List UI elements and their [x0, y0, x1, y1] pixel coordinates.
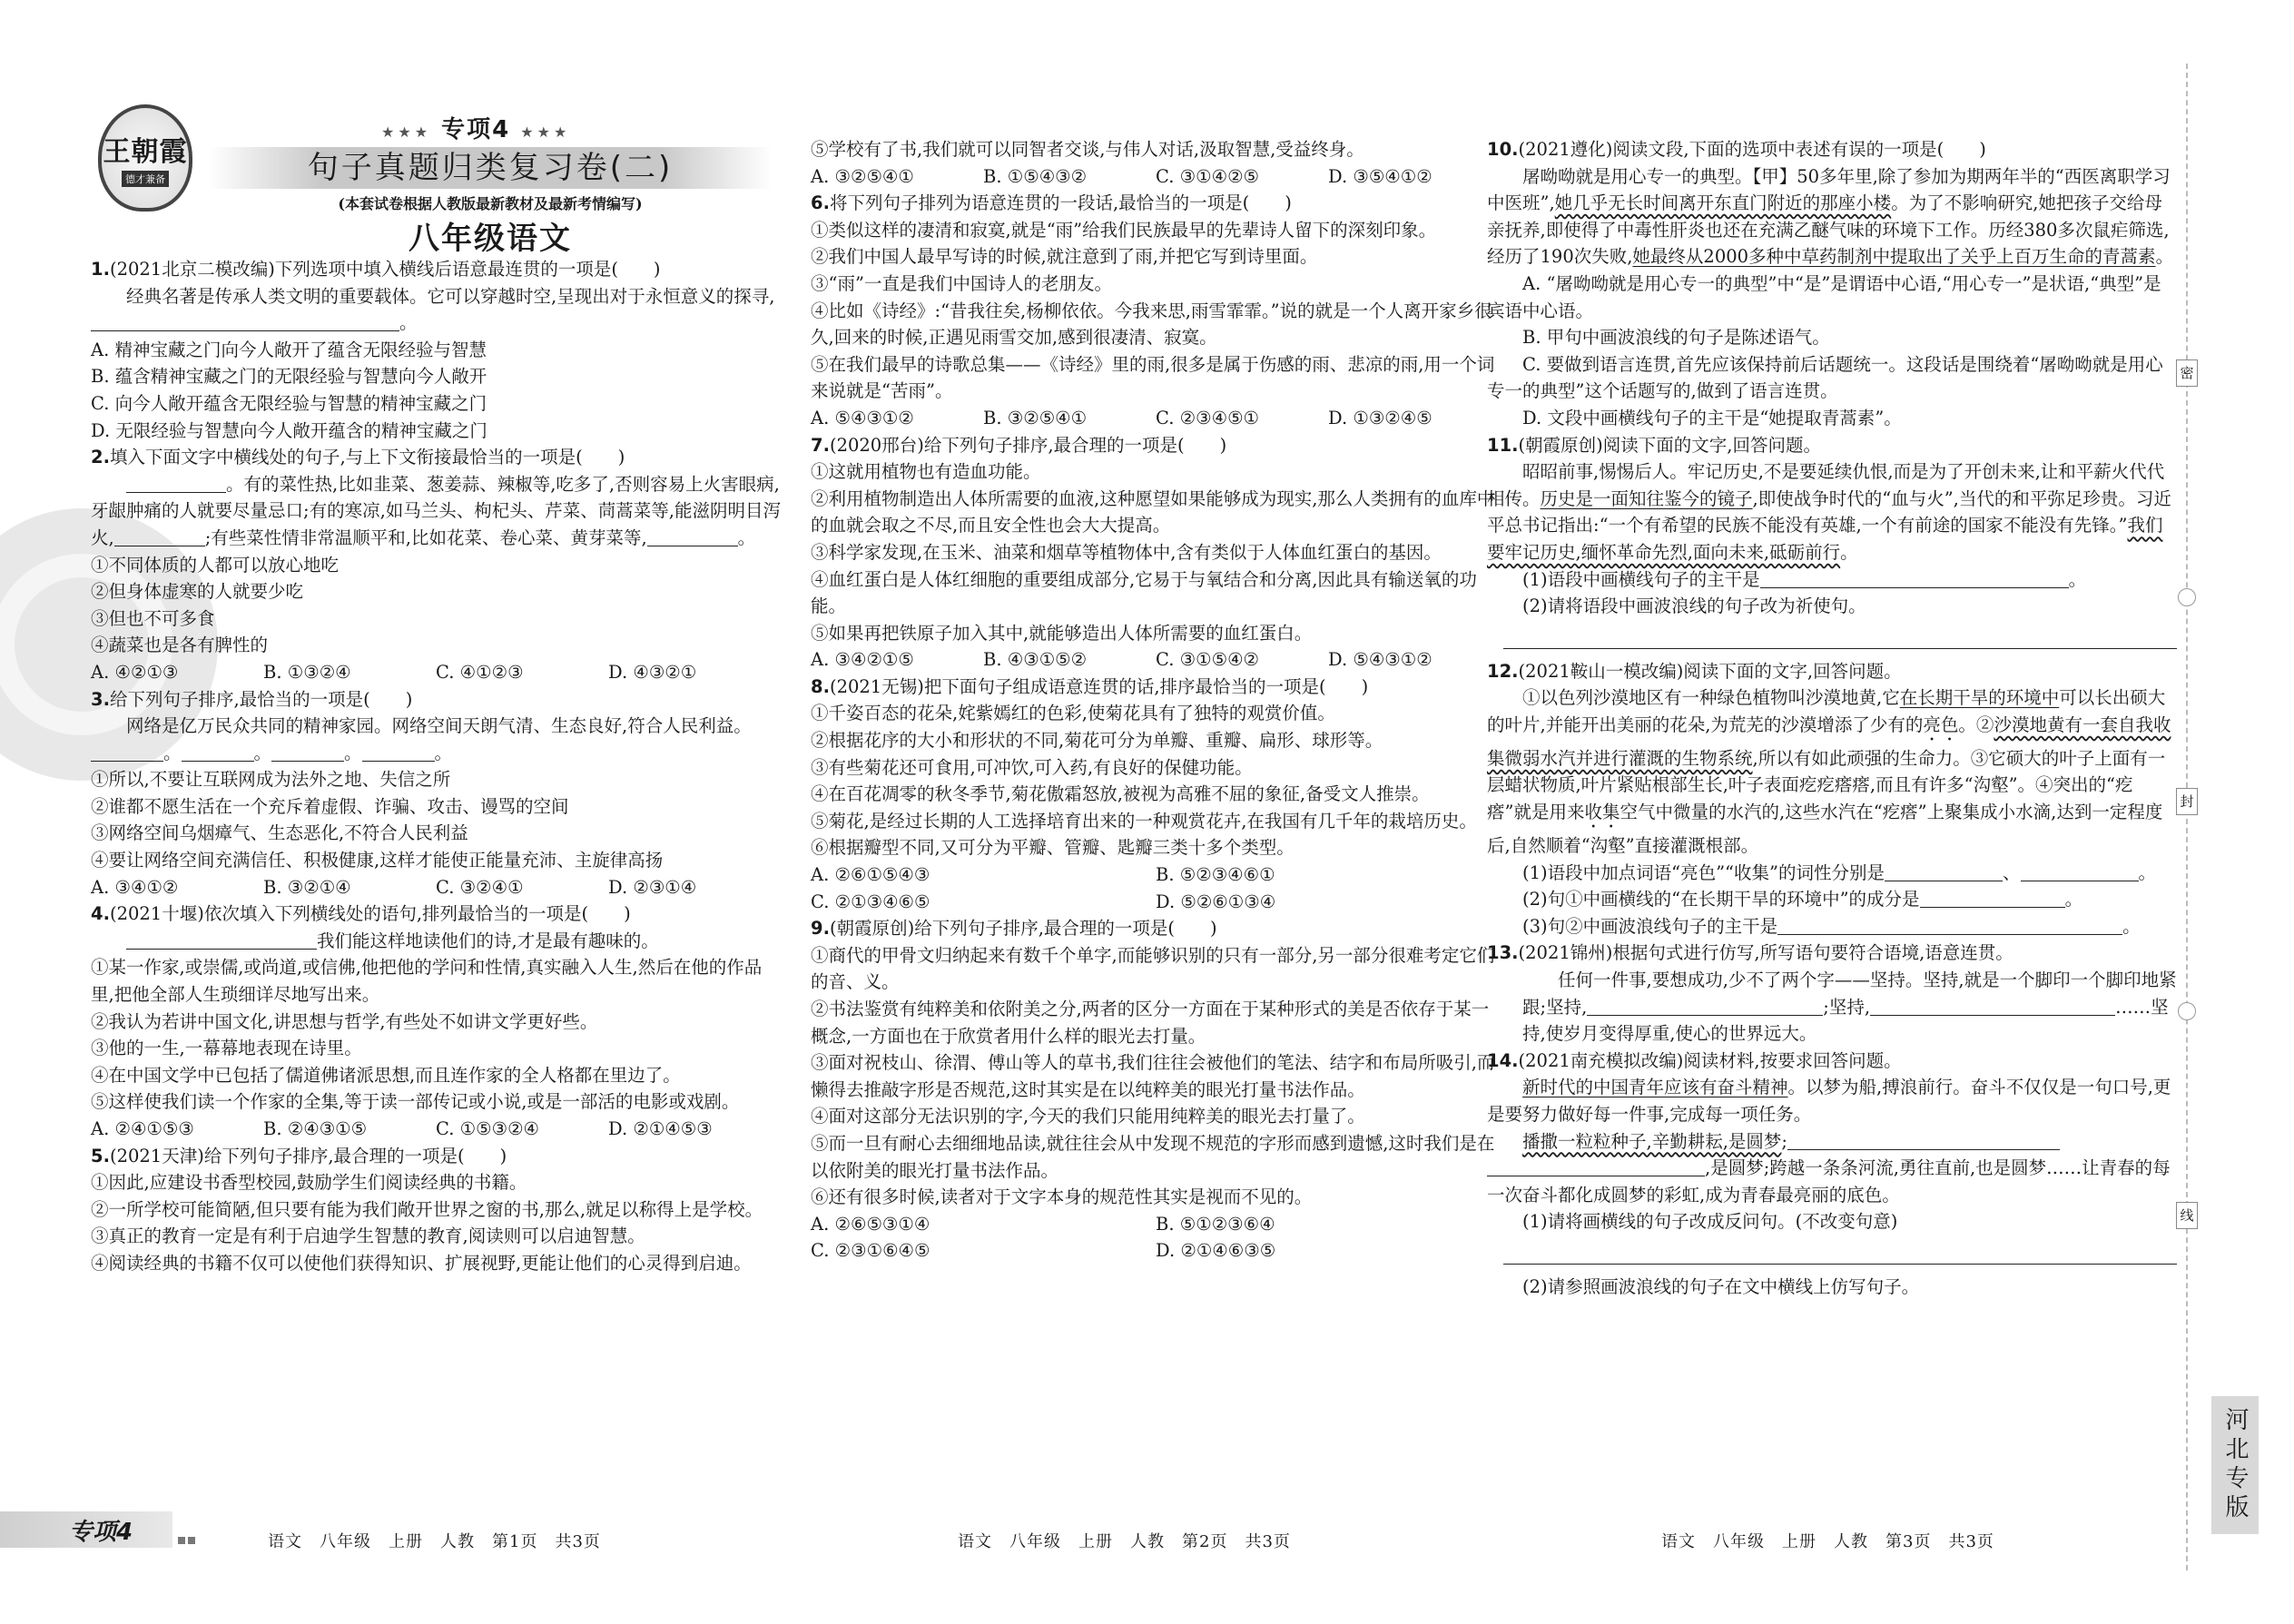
question-5 — [91, 1143, 781, 1277]
underlined-sentence: 历史是一面知往鉴今的镜子 — [1540, 487, 1753, 509]
sub-question: (2)请参照画波浪线的句子在文中横线上仿写句子。 — [1522, 1275, 1920, 1297]
question-5-continued — [811, 136, 1501, 190]
dotted-word: 收集 — [1584, 802, 1620, 823]
punctuation: 。 — [163, 742, 182, 763]
sentence-item: ⑥还有很多时候,读者对于文字本身的规范性其实是视而不见的。 — [811, 1186, 1313, 1208]
question-passage: ;坚持, — [1823, 996, 1871, 1018]
punctuation: ; — [1781, 1130, 1787, 1152]
question-number: 1. — [91, 259, 110, 280]
sentence-item: ③面对祝枝山、徐渭、傅山等人的草书,我们往往会被他们的笔法、结字和布局所吸引,而懒得去推敲字形是否规范,这时其实是在以纯粹美的眼光打量书法作品。 — [811, 1052, 1495, 1100]
option-d[interactable]: D. ①③②④⑤ — [1328, 407, 1433, 428]
sentence-item: ①不同体质的人都可以放心地吃 — [91, 554, 340, 576]
question-passage: ,所以有如此顽强的生命力。③它硕大的叶子上面有一层蜡状物质,叶片紧贴根部生长,叶子表面疙疙瘩瘩,而且有许多“沟壑”。④突出的“疙瘩”就是用来 — [1487, 747, 2166, 823]
star-decoration-icon: ★★★ — [381, 123, 432, 141]
option-a[interactable]: A. ②④①⑤③ — [91, 1118, 194, 1139]
option-c[interactable]: C. ②③①⑥④⑤ — [811, 1240, 930, 1262]
sentence-item: ①商代的甲骨文归纳起来有数千个单字,而能够识别的只有一部分,另一部分很难考定它们的音、义。 — [811, 944, 1495, 993]
sentence-item: ⑤如果再把铁原子加入其中,就能够造出人体所需要的血红蛋白。 — [811, 622, 1313, 644]
sentence-item: ⑤菊花,是经过长期的人工选择培育出来的一种观赏花卉,在我国有几千年的栽培历史。 — [811, 810, 1477, 832]
star-decoration-icon: ★★★ — [520, 123, 571, 141]
sentence-item: ⑤学校有了书,我们就可以同智者交谈,与伟人对话,汲取智慧,受益终身。 — [811, 139, 1364, 160]
option-b[interactable]: B. ③②①④ — [263, 876, 351, 898]
option-a[interactable]: A. ②⑥⑤③①④ — [811, 1213, 930, 1235]
option-d[interactable]: D. ⑤②⑥①③④ — [1156, 891, 1276, 912]
wavy-underlined-sentence: 沙漠地黄有一套自我收集微弱水汽并进行灌溉的生物系统 — [1487, 714, 2171, 769]
option-c[interactable]: C. ③①④②⑤ — [1156, 165, 1260, 187]
logo-text: 王朝霞 — [103, 136, 188, 168]
sentence-item: ②谁都不愿生活在一个充斥着虚假、诈骗、攻击、谩骂的空间 — [91, 795, 569, 817]
wavy-underlined-sentence: 播撒一粒粒种子,辛勤耕耘,是圆梦 — [1522, 1130, 1782, 1152]
answer-line[interactable] — [1503, 1241, 2177, 1265]
option-a[interactable]: A. ②⑥①⑤④③ — [811, 864, 930, 886]
footer-series-badge: 专项4 — [0, 1511, 172, 1548]
binding-mark-feng: 封 — [2176, 788, 2198, 815]
question-number: 13. — [1487, 942, 1519, 964]
question-passage: 。以梦为船,搏浪前行。奋斗不仅仅是一句口号,更是要努力做好每一件事,完成每一项任务。 — [1487, 1077, 2171, 1125]
sentence-item: ④阅读经典的书籍不仅可以使他们获得知识、扩展视野,更能让他们的心灵得到启迪。 — [91, 1252, 752, 1274]
sentence-item: ④在百花凋零的秋冬季节,菊花傲霜怒放,被视为高雅不屈的象征,备受文人推崇。 — [811, 783, 1430, 805]
question-passage: 。② — [1958, 714, 1994, 735]
answer-blank[interactable] — [114, 528, 205, 546]
sentence-item: ③网络空间乌烟瘴气、生态恶化,不符合人民利益 — [91, 822, 468, 844]
sentence-item: ⑤在我们最早的诗歌总集——《诗经》里的雨,很多是属于伤感的雨、悲凉的雨,用一个词来说就是“苦雨”。 — [811, 353, 1495, 402]
page-title: 句子真题归类复习卷(二) — [209, 147, 772, 189]
question-passage: 昭昭前事,惕惕后人。牢记历史,不是要延续仇恨,而是为了开创未来,让和平薪火代代相传。 — [1487, 461, 2165, 509]
answer-blank[interactable] — [647, 528, 738, 546]
question-13 — [1487, 940, 2177, 1047]
question-number: 10. — [1487, 139, 1519, 160]
binding-dashed-line — [2186, 64, 2188, 1570]
answer-blank[interactable] — [362, 743, 435, 762]
option-d[interactable]: D. 无限经验与智慧向今人敞开蕴含的精神宝藏之门 — [91, 419, 487, 441]
option-a[interactable]: A. ⑤④③①② — [811, 407, 914, 428]
question-stem: (2021鞍山一模改编)阅读下面的文字,回答问题。 — [1518, 660, 1902, 682]
option-b[interactable]: B. ④③①⑤② — [983, 649, 1088, 671]
dotted-word: 亮色 — [1923, 714, 1959, 735]
option-c[interactable]: C. 要做到语言连贯,首先应该保持前后话题统一。这段话是围绕着“屠呦呦就是用心专一的典型”这个话题写的,做到了语言连贯。 — [1487, 353, 2163, 402]
logo-subtext: 德才兼备 — [122, 171, 169, 187]
sentence-item: ③有些菊花还可食用,可冲饮,可入药,有良好的保健功能。 — [811, 756, 1253, 778]
binding-hole-icon — [2178, 588, 2196, 606]
answer-blank[interactable] — [1587, 998, 1823, 1016]
option-d[interactable]: D. 文段中画横线句子的主干是“她提取青蒿素”。 — [1522, 407, 1902, 428]
punctuation: 。 — [2122, 915, 2141, 937]
question-passage: ①以色列沙漠地区有一种绿色植物叫沙漠地黄,它 — [1522, 687, 1900, 709]
question-stem: (2021天津)给下列句子排序,最合理的一项是( ) — [109, 1145, 507, 1166]
question-12 — [1487, 658, 2177, 940]
question-stem: (2021十堰)依次填入下列横线处的语句,排列最恰当的一项是( ) — [109, 903, 631, 925]
sentence-item: ①所以,不要让互联网成为法外之地、失信之所 — [91, 769, 451, 791]
question-11 — [1487, 432, 2177, 649]
sentence-item: ④面对这部分无法识别的字,今天的我们只能用纯粹美的眼光去打量了。 — [811, 1106, 1365, 1127]
punctuation: 。 — [253, 742, 272, 763]
binding-mark-xian: 线 — [2176, 1202, 2198, 1229]
question-6 — [811, 190, 1501, 431]
option-d[interactable]: D. ②①④⑥③⑤ — [1156, 1240, 1276, 1262]
question-passage: ,即使战争时代的“血与火”,当代的和平弥足珍贵。习近平总书记指出:“一个有希望的民族不能没有英雄,一个有前途的国家不能没有先锋。” — [1487, 487, 2171, 536]
question-passage: 网络是亿万民众共同的精神家园。网络空间天朗气清、生态良好,符合人民利益。 — [126, 715, 752, 737]
answer-blank[interactable] — [126, 931, 317, 950]
option-c[interactable]: C. ②③④⑤① — [1156, 407, 1260, 428]
question-number: 9. — [811, 918, 830, 940]
question-9 — [811, 915, 1501, 1265]
option-c[interactable]: C. ②①③④⑥⑤ — [811, 891, 930, 912]
punctuation: 。 — [399, 312, 418, 334]
sub-question: (3)句②中画波浪线句子的主干是 — [1522, 915, 1778, 937]
question-passage: 我们能这样地读他们的诗,才是最有趣味的。 — [317, 930, 659, 951]
answer-blank[interactable] — [2021, 863, 2139, 881]
option-a[interactable]: A. ③④①② — [91, 876, 179, 898]
answer-blank[interactable] — [1487, 1158, 1705, 1176]
sub-question: (2)请将语段中画波浪线的句子改为祈使句。 — [1522, 595, 1866, 617]
option-b[interactable]: B. ①⑤④③② — [983, 165, 1088, 187]
option-c[interactable]: C. ①⑤③②④ — [436, 1118, 540, 1139]
sentence-item: ④要让网络空间充满信任、积极健康,这样才能使正能量充沛、主旋律高扬 — [91, 850, 664, 871]
question-10 — [1487, 136, 2177, 432]
question-passage: ;有些菜性情非常温顺平和,比如花菜、卷心菜、黄芽菜等, — [204, 527, 647, 548]
option-c[interactable]: C. ③②④① — [436, 876, 524, 898]
question-passage: 屠呦呦就是用心专一的典型。【甲】50多年里,除了参加为期两年半的“西医离职学习中医班”, — [1487, 165, 2171, 214]
question-passage: 空气中微量的水汽的,这些水汽在“疙瘩”上聚集成小水滴,达到一定程度后,自然顺着“沟壑”直接灌溉根部。 — [1487, 802, 2163, 857]
sentence-item: ②我认为若讲中国文化,讲思想与哲学,有些处不如讲文学更好些。 — [91, 1010, 598, 1032]
column-1 — [91, 256, 781, 1277]
sentence-item: ③他的一生,一幕幕地表现在诗里。 — [91, 1038, 362, 1059]
answer-blank[interactable] — [1920, 890, 2065, 908]
answer-line[interactable] — [1503, 625, 2177, 649]
question-number: 8. — [811, 675, 830, 697]
binding-hole-icon — [2178, 1002, 2196, 1020]
grade-subject: 八年级语文 — [409, 221, 572, 257]
option-d[interactable]: D. ②①④⑤③ — [608, 1118, 713, 1139]
sub-question: (1)请将画横线的句子改成反问句。(不改变句意) — [1522, 1211, 1898, 1233]
option-d[interactable]: D. ③⑤④①② — [1328, 165, 1433, 187]
sentence-item: ①千姿百态的花朵,姹紫嫣红的色彩,使菊花具有了独特的观赏价值。 — [811, 703, 1335, 724]
series-tag — [381, 111, 570, 144]
edition-badge: 河北专版 — [2211, 1396, 2259, 1534]
question-passage: ……坚持,使岁月变得厚重,使心的世界远大。 — [1522, 996, 2169, 1045]
sentence-item: ③真正的教育一定是有利于启迪学生智慧的教育,阅读则可以启迪智慧。 — [91, 1225, 645, 1247]
sentence-item: ①因此,应建设书香型校园,鼓励学生们阅读经典的书籍。 — [91, 1172, 527, 1194]
option-c[interactable]: C. ③①⑤④② — [1156, 649, 1260, 671]
option-a[interactable]: A. “屠呦呦就是用心专一的典型”中“是”是谓语中心语,“用心专一”是状语,“典型”是宾语中心语。 — [1487, 272, 2161, 321]
question-passage: 。为了不影响研究,她把孩子交给母亲抚养,即使得了中毒性肝炎也还在充满乙醚气味的环境下工作。历经380多次鼠疟筛选,经历了190次失败, — [1487, 192, 2170, 268]
question-number: 3. — [91, 688, 110, 710]
question-7 — [811, 432, 1501, 674]
question-stem: (2021北京二模改编)下列选项中填入横线后语意最连贯的一项是( ) — [109, 259, 661, 280]
punctuation: 。 — [2068, 568, 2087, 590]
question-passage: 可以长出硕大的叶片,并能开出美丽的花朵,为荒芜的沙漠增添了少有的 — [1487, 687, 2166, 735]
underlined-sentence: 新时代的中国青年应该有奋斗精神 — [1522, 1077, 1788, 1098]
sentence-item: ④比如《诗经》:“昔我往矣,杨柳依依。今我来思,雨雪霏霏。”说的就是一个人离开家乡很久,回来的时候,正遇见雨雪交加,感到很凄清、寂寞。 — [811, 300, 1492, 349]
question-number: 2. — [91, 447, 110, 468]
underlined-sentence: 她最终从2000多种中草药制剂中提取出了关乎上百万生命的青蒿素 — [1632, 246, 2156, 268]
option-d[interactable]: D. ②③①④ — [608, 876, 697, 898]
question-number: 6. — [811, 192, 830, 214]
sub-question: (1)语段中加点词语“亮色”“收集”的词性分别是 — [1522, 861, 1885, 883]
punctuation: 。 — [2155, 246, 2174, 268]
sentence-item: ⑥根据瓣型不同,又可分为平瓣、管瓣、匙瓣三类十多个类型。 — [811, 837, 1295, 859]
series-tag-label: 专项4 — [441, 116, 511, 143]
answer-blank[interactable] — [1777, 917, 2122, 935]
sentence-item: ②书法鉴赏有纯粹美和依附美之分,两者的区分一方面在于某种形式的美是否依存于某一概念,一方面也在于欣赏者用什么样的眼光去打量。 — [811, 999, 1490, 1047]
wavy-underlined-sentence: 我们要牢记历史,缅怀革命先烈,面向未来,砥砺前行 — [1487, 515, 2163, 563]
answer-blank[interactable] — [91, 743, 163, 762]
question-number: 4. — [91, 903, 110, 925]
option-b[interactable]: B. 甲句中画波浪线的句子是陈述语气。 — [1522, 327, 1830, 349]
sentence-item: ④蔬菜也是各有脾性的 — [91, 635, 269, 656]
question-number: 7. — [811, 434, 830, 456]
answer-blank[interactable] — [1870, 998, 2115, 1016]
option-a[interactable]: A. ③②⑤④① — [811, 165, 914, 187]
question-passage: 。有的菜性热,比如韭菜、葱姜蒜、辣椒等,吃多了,否则容易上火害眼病,牙龈肿痛的人就要尽量忌口;有的寒凉,如马兰头、枸杞头、芹菜、茼蒿菜等,能滋阴明目泻火, — [91, 473, 781, 548]
question-stem: (朝霞原创)阅读下面的文字,回答问题。 — [1518, 434, 1821, 456]
sentence-item: ④在中国文学中已包括了儒道佛诸派思想,而且连作家的全人格都在里边了。 — [91, 1064, 681, 1086]
punctuation: 。 — [737, 527, 756, 548]
answer-blank[interactable] — [1760, 570, 2069, 588]
question-number: 14. — [1487, 1049, 1519, 1071]
option-d[interactable]: D. ④③②① — [608, 661, 697, 683]
binding-mark-mi: 密 — [2176, 359, 2198, 387]
question-3 — [91, 686, 781, 901]
sentence-item: ②一所学校可能简陋,但只要有能为我们敞开世界之窗的书,那么,就足以称得上是学校。 — [91, 1198, 763, 1220]
option-b[interactable]: B. ⑤②③④⑥① — [1156, 864, 1275, 886]
option-c[interactable]: C. 向今人敞开蕴含无限经验与智慧的精神宝藏之门 — [91, 392, 487, 414]
question-number: 5. — [91, 1145, 110, 1166]
question-number: 12. — [1487, 660, 1519, 682]
footer-page-1: 语文 八年级 上册 人教 第1页 共3页 — [268, 1532, 601, 1551]
sentence-item: ③科学家发现,在玉米、油菜和烟草等植物体中,含有类似于人体血红蛋白的基因。 — [811, 541, 1442, 563]
option-b[interactable]: B. 蕴含精神宝藏之门的无限经验与智慧向今人敞开 — [91, 366, 487, 388]
option-a[interactable]: A. ③④②①⑤ — [811, 649, 914, 671]
sentence-item: ②我们中国人最早写诗的时候,就注意到了雨,并把它写到诗里面。 — [811, 246, 1318, 268]
footer-page-3: 语文 八年级 上册 人教 第3页 共3页 — [1661, 1532, 1994, 1551]
option-b[interactable]: B. ③②⑤④① — [983, 407, 1088, 428]
question-stem: (2021南充模拟改编)阅读材料,按要求回答问题。 — [1518, 1049, 1902, 1071]
sentence-item: ②根据花序的大小和形状的不同,菊花可分为单瓣、重瓣、扁形、球形等。 — [811, 730, 1383, 752]
question-2 — [91, 444, 781, 685]
question-stem: 给下列句子排序,最恰当的一项是( ) — [109, 688, 413, 710]
sentence-item: ③但也不可多食 — [91, 607, 215, 629]
option-a[interactable]: A. ④②①③ — [91, 661, 179, 683]
question-stem: (朝霞原创)给下列句子排序,最合理的一项是( ) — [829, 918, 1217, 940]
punctuation: 、 — [2003, 861, 2021, 883]
sentence-item: ①某一作家,或崇儒,或尚道,或信佛,他把他的学问和性情,真实融入人生,然后在他的作品里,把他全部人生琐细详尽地写出来。 — [91, 957, 763, 1006]
answer-blank[interactable] — [1885, 863, 2003, 881]
wavy-underlined-sentence: 她几乎无长时间离开东直门附近的那座小楼 — [1554, 192, 1892, 214]
question-stem: (2021锦州)根据句式进行仿写,所写语句要符合语境,语意连贯。 — [1518, 942, 2013, 964]
punctuation: 。 — [434, 742, 453, 763]
sentence-item: ②但身体虚寒的人就要少吃 — [91, 581, 304, 603]
option-c[interactable]: C. ④①②③ — [436, 661, 524, 683]
footer-page-2: 语文 八年级 上册 人教 第2页 共3页 — [958, 1532, 1291, 1551]
answer-blank[interactable] — [126, 475, 226, 493]
option-d[interactable]: D. ⑤④③①② — [1328, 649, 1433, 671]
sentence-item: ⑤而一旦有耐心去细细地品读,就往往会从中发现不规范的字形而感到遗憾,这时我们是在以依附美的眼光打量书法作品。 — [811, 1132, 1495, 1181]
question-stem: 填入下面文字中横线处的句子,与上下文衔接最恰当的一项是( ) — [109, 447, 625, 468]
question-number: 11. — [1487, 434, 1519, 456]
question-passage: 经典名著是传承人类文明的重要载体。它可以穿越时空,呈现出对于永恒意义的探寻, — [126, 285, 775, 307]
question-14 — [1487, 1048, 2177, 1301]
punctuation: 。 — [2138, 861, 2157, 883]
question-passage: 任何一件事,要想成功,少不了两个字——坚持。坚持,就是一个脚印一个脚印地紧跟;坚持, — [1522, 969, 2177, 1018]
option-b[interactable]: B. ⑤①②③⑥④ — [1156, 1213, 1275, 1235]
answer-blank[interactable] — [91, 313, 399, 331]
question-8 — [811, 674, 1501, 915]
sub-question: (2)句①中画横线的“在长期干旱的环境中”的成分是 — [1522, 889, 1920, 910]
underlined-phrase: 在长期干旱的环境中 — [1899, 687, 2060, 709]
sentence-item: ③“雨”一直是我们中国诗人的老朋友。 — [811, 272, 1112, 294]
question-4 — [91, 901, 781, 1142]
question-passage: ,是圆梦;跨越一条条河流,勇往直前,也是圆梦……让青春的每一次奋斗都化成圆梦的彩虹,成为青春最亮丽的底色。 — [1487, 1157, 2171, 1206]
page-subtitle-note: (本套试卷根据人教版最新教材及最新考情编写) — [338, 195, 643, 212]
punctuation: 。 — [344, 742, 362, 763]
sentence-item: ①这就用植物也有造血功能。 — [811, 461, 1041, 483]
answer-blank[interactable] — [1787, 1132, 2060, 1150]
sentence-item: ①类似这样的凄清和寂寞,就是“雨”给我们民族最早的先辈诗人留下的深刻印象。 — [811, 219, 1437, 241]
column-2 — [811, 136, 1501, 1265]
sentence-item: ⑤这样使我们读一个作家的全集,等于读一部传记或小说,或是一部活的电影或戏剧。 — [91, 1091, 740, 1113]
option-b[interactable]: B. ①③②④ — [263, 661, 351, 683]
question-1 — [91, 256, 781, 444]
question-stem: 将下列句子排列为语意连贯的一段话,最恰当的一项是( ) — [829, 192, 1292, 214]
answer-blank[interactable] — [271, 743, 344, 762]
question-stem: (2021遵化)阅读文段,下面的选项中表述有误的一项是( ) — [1518, 139, 1986, 160]
question-stem: (2020邢台)给下列句子排序,最合理的一项是( ) — [829, 434, 1227, 456]
column-3 — [1487, 136, 2177, 1301]
sub-question: (1)语段中画横线句子的主干是 — [1522, 568, 1760, 590]
sentence-item: ④血红蛋白是人体红细胞的重要组成部分,它易于与氧结合和分离,因此具有输送氧的功能。 — [811, 568, 1477, 617]
question-stem: (2021无锡)把下面句子组成语意连贯的话,排序最恰当的一项是( ) — [829, 675, 1369, 697]
sentence-item: ②利用植物制造出人体所需要的血液,这种愿望如果能够成为现实,那么人类拥有的血库中的血就会取之不尽,而且安全性也会大大提高。 — [811, 487, 1495, 536]
option-a[interactable]: A. 精神宝藏之门向今人敞开了蕴含无限经验与智慧 — [91, 339, 487, 360]
option-b[interactable]: B. ②④③①⑤ — [263, 1118, 368, 1139]
brand-logo — [98, 104, 192, 212]
footer-square-decoration-icon — [178, 1530, 205, 1543]
punctuation: 。 — [2064, 889, 2083, 910]
answer-blank[interactable] — [182, 743, 254, 762]
punctuation: 。 — [1840, 541, 1858, 563]
